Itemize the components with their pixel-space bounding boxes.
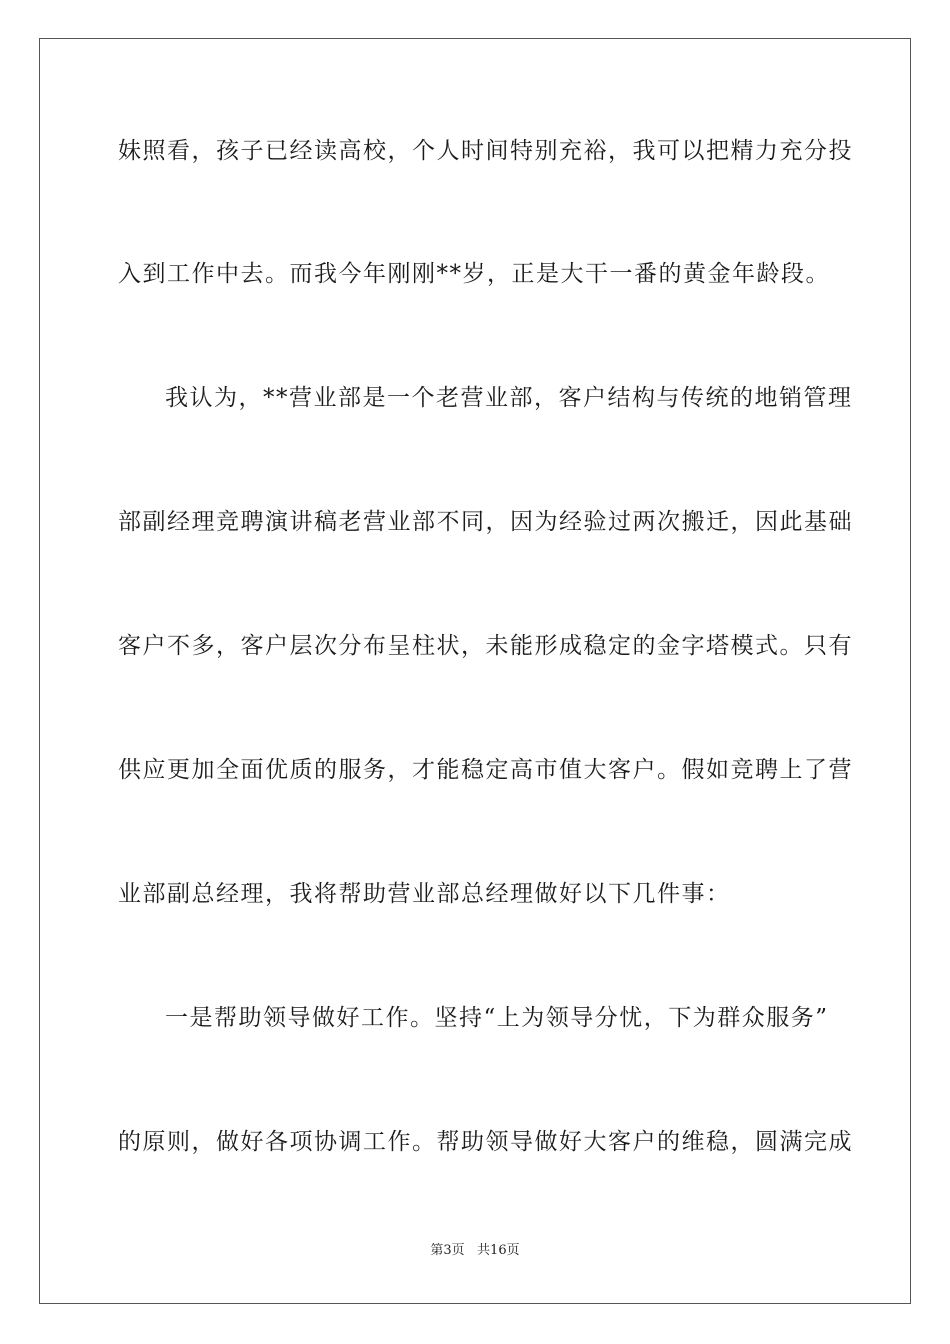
- paragraph-line: 的原则，做好各项协调工作。帮助领导做好大客户的维稳，圆满完成: [118, 1129, 853, 1155]
- paragraph-line: 我认为，**营业部是一个老营业部，客户结构与传统的地销管理: [165, 385, 853, 411]
- paragraph-line: 客户不多，客户层次分布呈柱状，未能形成稳定的金字塔模式。只有: [118, 633, 853, 659]
- paragraph-line: 一是帮助领导做好工作。坚持“上为领导分忧，下为群众服务”: [165, 1005, 829, 1031]
- paragraph-line: 供应更加全面优质的服务，才能稳定高市值大客户。假如竞聘上了营: [118, 757, 853, 783]
- paragraph-line: 业部副总经理，我将帮助营业部总经理做好以下几件事：: [118, 881, 731, 907]
- paragraph-line: 入到工作中去。而我今年刚刚**岁，正是大干一番的黄金年龄段。: [118, 261, 830, 287]
- paragraph-line: 部副经理竞聘演讲稿老营业部不同，因为经验过两次搬迁，因此基础: [118, 509, 853, 535]
- page-number-footer: 第3页 共16页: [430, 1243, 520, 1258]
- page-border: [39, 38, 911, 1304]
- paragraph-line: 妹照看，孩子已经读高校，个人时间特别充裕，我可以把精力充分投: [118, 138, 853, 164]
